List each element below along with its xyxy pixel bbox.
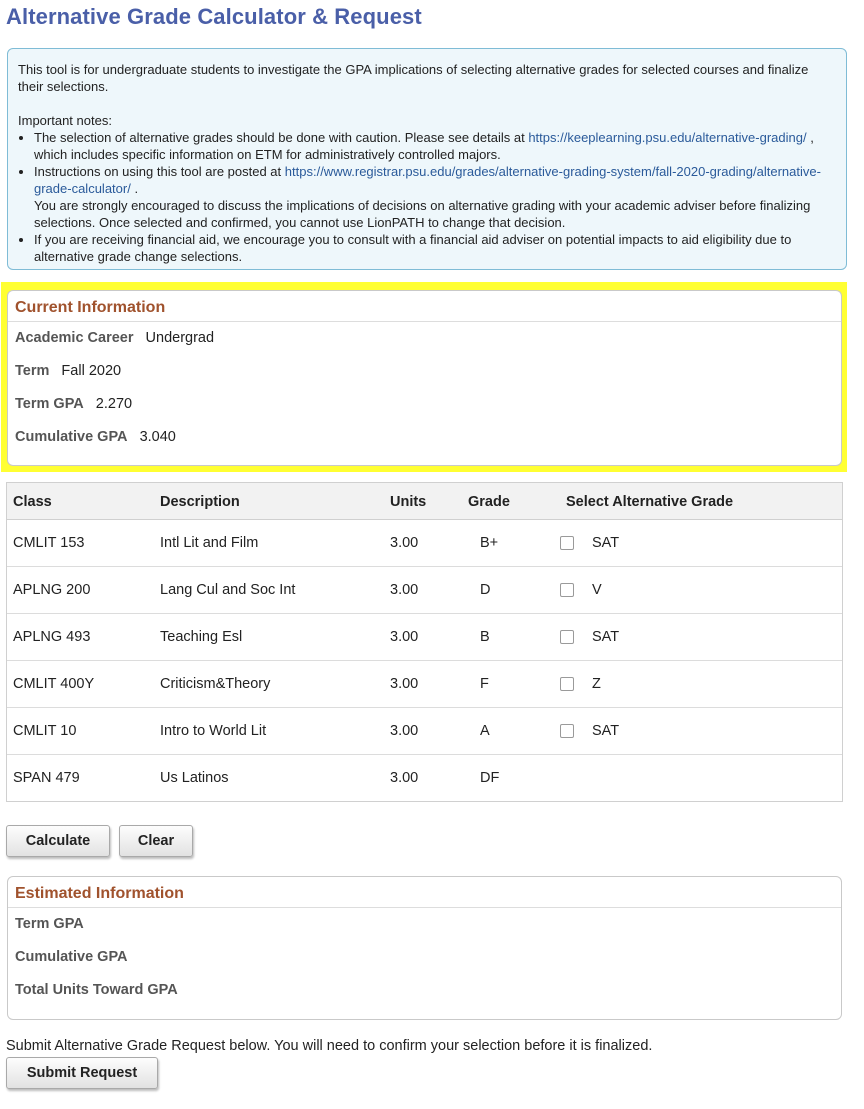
column-header-class: Class	[13, 494, 52, 510]
grade-cell: F	[480, 676, 489, 692]
notice-intro: This tool is for undergraduate students to investigate the GPA implications of selecting alternative grades for selected courses and finalize their selections.	[18, 62, 809, 94]
table-row	[7, 755, 842, 801]
submit-instruction: Submit Alternative Grade Request below. You will need to confirm your selection before it is finalized.	[6, 1038, 653, 1054]
current-information-panel	[7, 290, 842, 466]
term-label: Term	[15, 363, 50, 379]
description-cell: Teaching Esl	[160, 629, 243, 645]
page-title: Alternative Grade Calculator & Request	[6, 4, 422, 29]
notice-bullet-text: If you are receiving financial aid, we encourage you to consult with a financial aid adviser on potential impacts to aid eligibility due to alternative grade change selections.	[34, 232, 792, 264]
units-cell: 3.00	[390, 723, 419, 739]
estimated-cumulative-gpa-row	[8, 941, 841, 974]
term-gpa-label: Term GPA	[15, 396, 84, 412]
table-row	[7, 567, 842, 614]
units-cell: 3.00	[390, 582, 419, 598]
estimated-term-gpa-label: Term GPA	[15, 916, 84, 932]
academic-career-label: Academic Career	[15, 330, 134, 346]
notice-bullet-text: , which includes specific information on ETM for administratively controlled majors.	[34, 130, 814, 162]
term-gpa-value: 2.270	[95, 396, 133, 412]
notice-bullet	[34, 163, 836, 231]
table-row	[7, 708, 842, 755]
cumulative-gpa-row	[8, 421, 841, 454]
alternative-grade-value: Z	[592, 676, 601, 692]
estimated-information-header: Estimated Information	[8, 877, 841, 908]
term-row	[8, 355, 841, 388]
units-cell: 3.00	[390, 535, 419, 551]
notice-bullet-text: You are strongly encouraged to discuss the implications of decisions on alternative grading with your academic adviser before finalizing selections. Once selected and confirmed, you cannot use LionPATH to change that decision.	[34, 198, 811, 230]
term-gpa-row	[8, 388, 841, 421]
units-cell: 3.00	[390, 676, 419, 692]
notice-box	[7, 48, 847, 270]
description-cell: Intl Lit and Film	[160, 535, 259, 551]
description-cell: Us Latinos	[160, 770, 229, 786]
description-cell: Intro to World Lit	[160, 723, 267, 739]
notice-notes-heading: Important notes:	[18, 113, 112, 128]
units-cell: 3.00	[390, 770, 419, 786]
notice-bullet	[34, 231, 836, 265]
alternative-grade-value: SAT	[592, 629, 620, 645]
notice-bullet-text: .	[134, 181, 139, 196]
column-header-description: Description	[160, 494, 240, 510]
class-cell: CMLIT 153	[13, 535, 85, 551]
submit-request-button[interactable]: Submit Request	[6, 1057, 158, 1089]
column-header-grade: Grade	[468, 494, 510, 510]
grade-cell: A	[480, 723, 490, 739]
course-grade-table	[6, 482, 843, 802]
estimated-information-panel	[7, 876, 842, 1020]
class-cell: CMLIT 400Y	[13, 676, 95, 692]
class-cell: APLNG 200	[13, 582, 91, 598]
table-row	[7, 520, 842, 567]
alternative-grade-value: SAT	[592, 723, 620, 739]
notice-bullet	[34, 129, 836, 163]
grade-cell: DF	[480, 770, 500, 786]
alternative-grade-value: SAT	[592, 535, 620, 551]
table-row	[7, 614, 842, 661]
alternative-grade-checkbox[interactable]	[560, 724, 574, 738]
calculate-button[interactable]: Calculate	[6, 825, 110, 857]
notice-bullet-text: The selection of alternative grades should be done with caution. Please see details at	[34, 130, 525, 145]
cumulative-gpa-value: 3.040	[139, 429, 176, 445]
table-row	[7, 661, 842, 708]
alternative-grade-value: V	[592, 582, 602, 598]
alternative-grade-checkbox[interactable]	[560, 630, 574, 644]
units-cell: 3.00	[390, 629, 419, 645]
academic-career-row	[8, 322, 841, 355]
alternative-grade-checkbox[interactable]	[560, 583, 574, 597]
term-value: Fall 2020	[61, 363, 122, 379]
class-cell: SPAN 479	[13, 770, 80, 786]
estimated-term-gpa-row	[8, 908, 841, 941]
description-cell: Lang Cul and Soc Int	[160, 582, 296, 598]
notice-bullet-text: Instructions on using this tool are posted at	[34, 164, 282, 179]
clear-button[interactable]: Clear	[119, 825, 193, 857]
estimated-cumulative-gpa-label: Cumulative GPA	[15, 949, 128, 965]
current-information-header: Current Information	[8, 291, 841, 322]
grade-cell: B	[480, 629, 490, 645]
total-units-row	[8, 974, 841, 1007]
calculator-instructions-link[interactable]: https://www.registrar.psu.edu/grades/alternative-grading-system/fall-2020-grading/alternative-grade-calculator/	[34, 164, 821, 196]
cumulative-gpa-label: Cumulative GPA	[15, 429, 128, 445]
table-header	[7, 483, 842, 520]
notice-list	[18, 129, 836, 265]
alternative-grading-link[interactable]: https://keeplearning.psu.edu/alternative-grading/	[528, 130, 807, 145]
alternative-grade-checkbox[interactable]	[560, 677, 574, 691]
grade-cell: D	[480, 582, 491, 598]
class-cell: CMLIT 10	[13, 723, 77, 739]
description-cell: Criticism&Theory	[160, 676, 271, 692]
alternative-grade-checkbox[interactable]	[560, 536, 574, 550]
column-header-alternative-grade: Select Alternative Grade	[566, 494, 734, 510]
total-units-label: Total Units Toward GPA	[15, 982, 178, 998]
grade-cell: B+	[480, 535, 499, 551]
academic-career-value: Undergrad	[145, 330, 215, 346]
class-cell: APLNG 493	[13, 629, 91, 645]
column-header-units: Units	[390, 494, 427, 510]
